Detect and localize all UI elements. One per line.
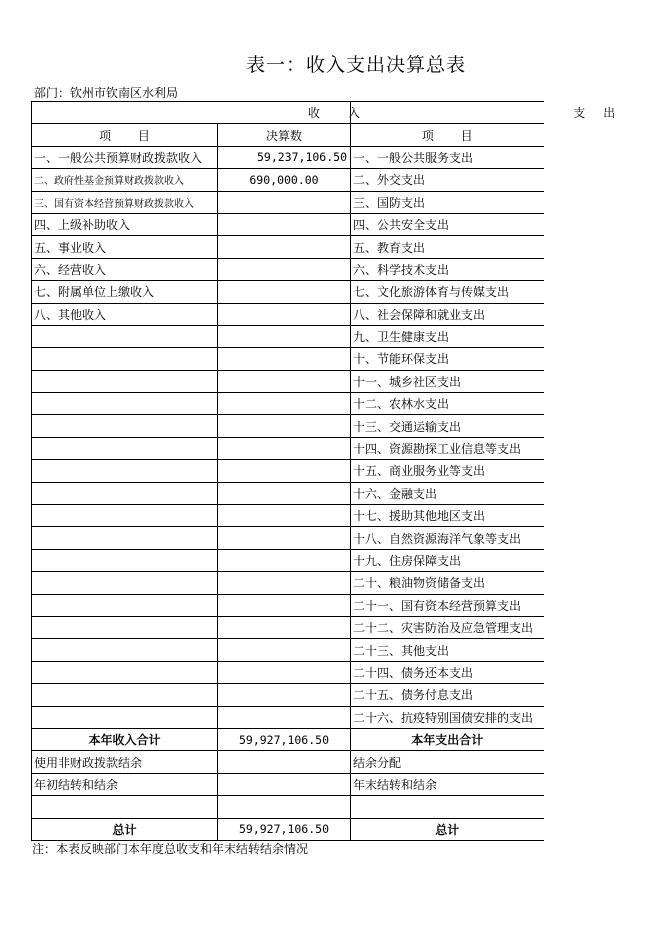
income-item-cell [32,415,218,437]
expense-item-cell: 年末结转和结余 [351,773,544,795]
income-item-cell [32,393,218,415]
amount-cell [218,191,351,213]
table-row [32,482,544,504]
amount-cell [218,213,351,235]
income-item-cell [32,594,218,616]
income-item-header: 项 目 [32,124,218,146]
income-item-cell: 八、其他收入 [32,303,218,325]
income-item-cell: 二、政府性基金预算财政拨款收入 [32,169,218,191]
expense-item-cell: 二十三、其他支出 [351,639,544,661]
table-row [32,146,544,168]
expense-item-cell: 二、外交支出 [351,169,544,191]
table-row [32,169,544,191]
expense-item-cell: 八、社会保障和就业支出 [351,303,544,325]
amount-cell [218,594,351,616]
income-item-cell: 四、上级补助收入 [32,213,218,235]
expense-item-cell: 十二、农林水支出 [351,393,544,415]
table-row [32,639,544,661]
income-item-cell [32,572,218,594]
expense-item-cell: 十、节能环保支出 [351,348,544,370]
income-item-cell [32,527,218,549]
expense-item-cell [351,796,544,818]
expense-item-cell: 结余分配 [351,751,544,773]
expense-item-cell: 七、文化旅游体育与传媒支出 [351,281,544,303]
table-row [32,236,544,258]
income-item-cell [32,370,218,392]
expense-item-cell: 二十四、债务还本支出 [351,661,544,683]
table-row [32,370,544,392]
expense-item-cell: 二十二、灾害防治及应急管理支出 [351,616,544,638]
amount-cell [218,773,351,795]
income-item-cell: 六、经营收入 [32,258,218,280]
amount-cell [218,661,351,683]
table-row [32,191,544,213]
amount-cell [218,549,351,571]
amount-cell [218,505,351,527]
expense-item-cell: 一、一般公共服务支出 [351,146,544,168]
total-row [32,818,544,840]
amount-cell: 59,237,106.50 [218,146,351,168]
amount-cell [218,527,351,549]
table-row [32,572,544,594]
table-row [32,348,544,370]
table-row [32,415,544,437]
amount-cell [218,393,351,415]
section-header-row [32,102,544,124]
expense-item-cell: 十五、商业服务业等支出 [351,460,544,482]
income-item-cell [32,505,218,527]
amount-cell [218,370,351,392]
expense-item-cell: 十八、自然资源海洋气象等支出 [351,527,544,549]
table-row [32,505,544,527]
amount-cell: 59,927,106.50 [218,818,351,840]
expense-item-cell: 三、国防支出 [351,191,544,213]
income-section-header: 收 入 [32,102,351,124]
expense-item-cell: 二十六、抗疫特别国债安排的支出 [351,706,544,728]
amount-cell [218,684,351,706]
table-row [32,325,544,347]
expense-item-cell: 六、科学技术支出 [351,258,544,280]
income-item-cell [32,706,218,728]
income-item-cell [32,549,218,571]
amount-cell [218,236,351,258]
expense-item-cell: 总计 [351,818,544,840]
page-title: 表一：收入支出决算总表 [246,54,467,76]
table-row [32,706,544,728]
amount-cell: 690,000.00 [218,169,351,191]
amount-cell [218,706,351,728]
table-row [32,594,544,616]
expense-item-cell: 十九、住房保障支出 [351,549,544,571]
table-row [32,751,544,773]
table-row [32,213,544,235]
income-item-cell: 年初结转和结余 [32,773,218,795]
income-item-cell: 五、事业收入 [32,236,218,258]
table-row [32,460,544,482]
expense-item-cell: 十三、交通运输支出 [351,415,544,437]
amount-cell [218,572,351,594]
table-row [32,303,544,325]
income-item-cell [32,684,218,706]
amount-cell [218,482,351,504]
amount-cell [218,751,351,773]
footnote: 注：本表反映部门本年度总收支和年末结转结余情况 [32,842,309,856]
expense-item-cell: 二十五、债务付息支出 [351,684,544,706]
table-row [32,393,544,415]
table-row [32,616,544,638]
income-item-cell [32,348,218,370]
expense-item-cell: 九、卫生健康支出 [351,325,544,347]
table-row [32,527,544,549]
table-row [32,684,544,706]
table-row [32,773,544,795]
budget-table [31,101,616,841]
table-row [32,796,544,818]
amount-cell [218,437,351,459]
income-item-cell: 使用非财政拨款结余 [32,751,218,773]
income-item-cell [32,796,218,818]
income-item-cell [32,482,218,504]
department-label: 部门：钦州市钦南区水利局 [34,86,179,100]
amount-cell [218,325,351,347]
income-item-cell [32,460,218,482]
expense-item-cell: 十六、金融支出 [351,482,544,504]
amount-cell [218,415,351,437]
expense-item-cell: 二十、粮油物资储备支出 [351,572,544,594]
table-row [32,258,544,280]
income-item-cell: 本年收入合计 [32,728,218,750]
expense-item-cell: 十四、资源勘探工业信息等支出 [351,437,544,459]
amount-cell [218,348,351,370]
income-item-cell: 一、一般公共预算财政拨款收入 [32,146,218,168]
income-item-cell [32,325,218,347]
expense-item-cell: 本年支出合计 [351,728,544,750]
amount-cell [218,258,351,280]
amount-header: 决算数 [218,124,351,146]
expense-item-cell: 二十一、国有资本经营预算支出 [351,594,544,616]
income-item-cell [32,616,218,638]
income-item-cell: 三、国有资本经营预算财政拨款收入 [32,191,218,213]
amount-cell [218,460,351,482]
amount-cell [218,616,351,638]
amount-cell [218,303,351,325]
income-item-cell: 总计 [32,818,218,840]
table-row [32,437,544,459]
income-item-cell [32,639,218,661]
expense-section-header: 支 出 [351,102,544,124]
expense-item-cell: 十七、援助其他地区支出 [351,505,544,527]
table-row [32,281,544,303]
expense-item-cell: 四、公共安全支出 [351,213,544,235]
amount-cell [218,281,351,303]
expense-item-cell: 五、教育支出 [351,236,544,258]
column-header-row [32,124,544,146]
amount-cell: 59,927,106.50 [218,728,351,750]
subtotal-row [32,728,544,750]
table-row [32,549,544,571]
expense-item-header: 项 目 [351,124,544,146]
income-item-cell [32,661,218,683]
amount-cell [218,796,351,818]
income-item-cell [32,437,218,459]
expense-item-cell: 十一、城乡社区支出 [351,370,544,392]
amount-cell [218,639,351,661]
income-item-cell: 七、附属单位上缴收入 [32,281,218,303]
table-row [32,661,544,683]
